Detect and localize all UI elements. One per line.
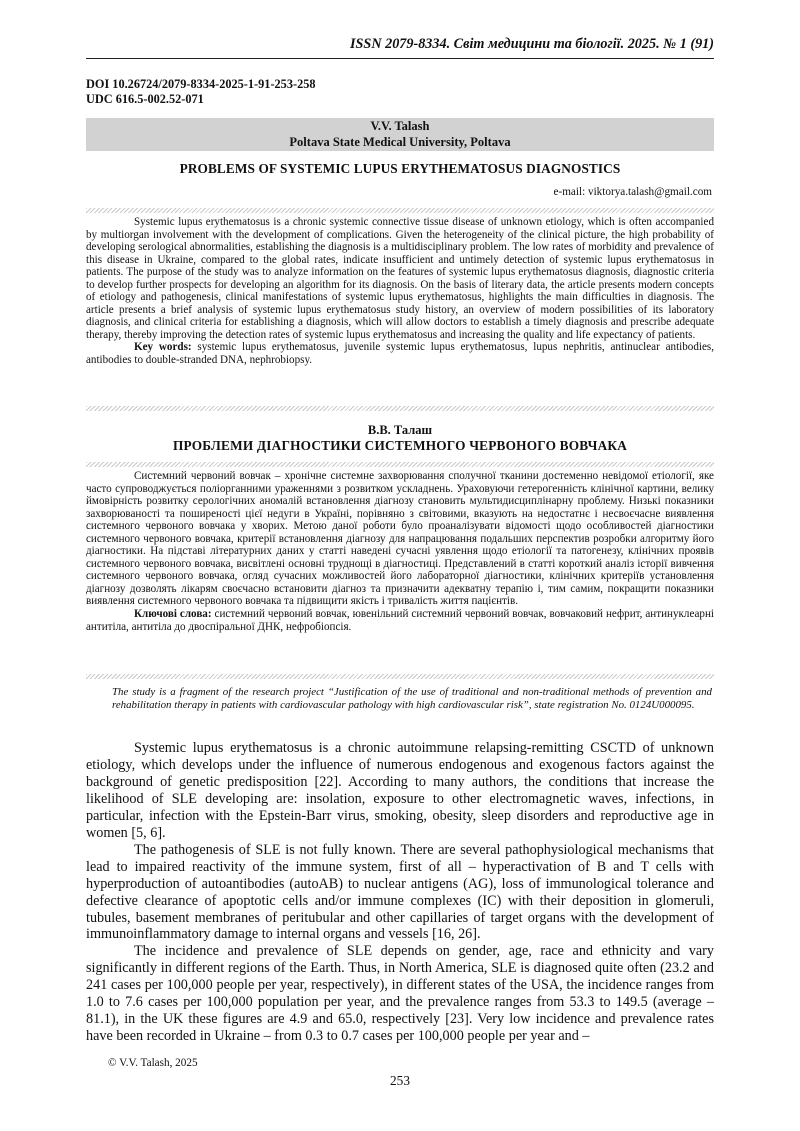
- author-band: [86, 118, 714, 151]
- article-body: [86, 740, 714, 1045]
- body-paragraph: The incidence and prevalence of SLE depends on gender, age, race and ethnicity and vary significantly in different regions of the Earth. Thus, in North America, SLE is diagnosed quite often (23.2 and 241 cases per 100,000 people per year, respectively), in different states of the USA, the incidence ranges from 1.0 to 7.6 cases per 100,000 population per year, and the prevalence ranges from 53.3 to 149.5 (average – 81.1), in the UK these figures are 4.9 and 65.0, respectively [23]. Very low incidence and prevalence rates have been recorded in Ukraine – from 0.3 to 0.7 cases per 100,000 people per year and –: [86, 943, 714, 1045]
- article-title-en: PROBLEMS OF SYSTEMIC LUPUS ERYTHEMATOSUS DIAGNOSTICS: [179, 161, 621, 176]
- decorative-divider: [86, 208, 714, 213]
- abstract-en: [86, 216, 714, 367]
- keywords-en-label: Key words:: [134, 341, 192, 354]
- running-header: ISSN 2079-8334. Світ медицини та біології. 2025. № 1 (91): [350, 36, 714, 52]
- author-name-ua: В.В. Талаш: [367, 423, 433, 437]
- keywords-ua-label: Ключові слова:: [134, 608, 212, 621]
- abstract-en-text: Systemic lupus erythematosus is a chronic systemic connective tissue disease of unknown etiology, which is often accompanied by multiorgan involvement with the development of complications. Given the heterogeneity of the clinical picture, the high probability of developing serological abnormalities, establishing the diagnosis is a multidisciplinary problem. The low rates of morbidity and prevalence of this disease in Ukraine, compared to the global rates, indicate insufficient and untimely detection of systemic lupus erythematosus in patients. The purpose of the study was to analyze information on the features of systemic lupus erythematosus diagnosis, diagnostic criteria to develop further prospects for developing an algorithm for its diagnosis. On the basis of literary data, the article presents modern concepts of etiology and pathogenesis, clinical manifestations of systemic lupus erythematosus, highlights the main difficulties in diagnosis. The article presents a brief analysis of systemic lupus erythematosus study history, an overview of modern possibilities of its laboratory diagnosis, and clinical criteria for establishing a diagnosis, which will allow doctors to establish a timely diagnosis and prescribe adequate therapy, thereby improving the detection rates of systemic lupus erythematosus and increasing the quality and life expectancy of patients.: [86, 216, 714, 341]
- abstract-ua: [86, 470, 714, 633]
- decorative-divider: [86, 674, 714, 679]
- identifiers: [86, 77, 316, 107]
- abstract-ua-text: Системний червоний вовчак – хронічне системне захворювання сполучної тканини достеменно невідомої етіології, яке часто супроводжується поліорганними ураженнями з розвитком ускладнень. Ураховуючи гетерогенність клінічної картини, велику ймовірність розвитку серологічних аномалій встановлення діагнозу становить мультидисциплінарну проблему. Низькі показники захворюваності та поширеності цієї недуги в Україні, порівняно з світовими, вказують на недостатнє і несвоєчасне виявлення системного червоного вовчака у хворих. Метою даної роботи було проаналізувати відомості щодо особливостей діагностики системного червоного вовчака, критерії встановлення діагнозу для напрацювання подальших перспектив розробки алгоритму його діагностики. На підставі літературних даних у статті наведені сучасні уявлення щодо етіології та патогенезу, клінічних проявів системного червоного вовчака, висвітлені основні труднощі в діагностиці. Представлений в статті короткий аналіз історії вивчення системного червоного вовчака, огляд сучасних можливостей його лабораторної діагностики, клінічних критеріїв установлення діагнозу дозволять лікарям своєчасно встановити діагноз та призначити адекватну терапію і, тим самим, покращити показники виявлення системного червоного вовчака та підвищити якість і тривалість життя пацієнтів.: [86, 470, 714, 608]
- keywords-en-text: systemic lupus erythematosus, juvenile systemic lupus erythematosus, lupus nephritis, antinuclear antibodies, antibodies to double-stranded DNA, nephrobiopsy.: [86, 341, 714, 367]
- doi-line: DOI 10.26724/2079-8334-2025-1-91-253-258: [86, 77, 316, 91]
- udc-line: UDC 616.5-002.52-071: [86, 92, 204, 106]
- copyright: © V.V. Talash, 2025: [108, 1057, 198, 1069]
- article-title-ua: ПРОБЛЕМИ ДІАГНОСТИКИ СИСТЕМНОГО ЧЕРВОНОГО ВОВЧАКА: [172, 438, 628, 453]
- affiliation: Poltava State Medical University, Poltava: [289, 134, 511, 149]
- body-paragraph: Systemic lupus erythematosus is a chronic autoimmune relapsing-remitting CSCTD of unknown etiology, which develops under the influence of numerous endogenous and exogenous factors against the background of genetic predisposition [22]. According to many authors, the conditions that increase the likelihood of SLE developing are: insolation, exposure to other electromagnetic waves, infections, in particular, infection with the Epstein-Barr virus, smoking, obesity, sleep disorders and reproductive age in women [5, 6].: [86, 740, 714, 841]
- decorative-divider: [86, 406, 714, 411]
- page-number: 253: [390, 1073, 410, 1088]
- body-paragraph: The pathogenesis of SLE is not fully known. There are several pathophysiological mechanisms that lead to impaired reactivity of the immune system, first of all – hyperactivation of B and T cells with hyperproduction of autoantibodies (autoAB) to nuclear antigens (AG), loss of immunological tolerance and defective clearance of apoptotic cells and/or immune complexes (IC) with their deposition in glomeruli, tubules, basement membranes of peritubular and other capillaries of target organs with the development of immunoinflammatory damage to internal organs and vessels [16, 26].: [86, 841, 714, 943]
- decorative-divider: [86, 462, 714, 467]
- keywords-ua: [86, 608, 714, 633]
- keywords-en: [86, 341, 714, 366]
- keywords-ua-text: системний червоний вовчак, ювенільний системний червоний вовчак, вовчаковий нефрит, антинуклеарні антитіла, антитіла до двоспіральної ДНК, нефробіопсія.: [86, 608, 714, 633]
- author-email: e-mail: viktorya.talash@gmail.com: [553, 186, 712, 198]
- author-name-en: V.V. Talash: [370, 119, 430, 133]
- funding-note: The study is a fragment of the research project “Justification of the use of traditional and non-traditional methods of prevention and rehabilitation therapy in patients with cardiovascular pathology with high cardiovascular risk”, state registration No. 0124U000095.: [112, 686, 712, 711]
- header-rule: [86, 58, 714, 59]
